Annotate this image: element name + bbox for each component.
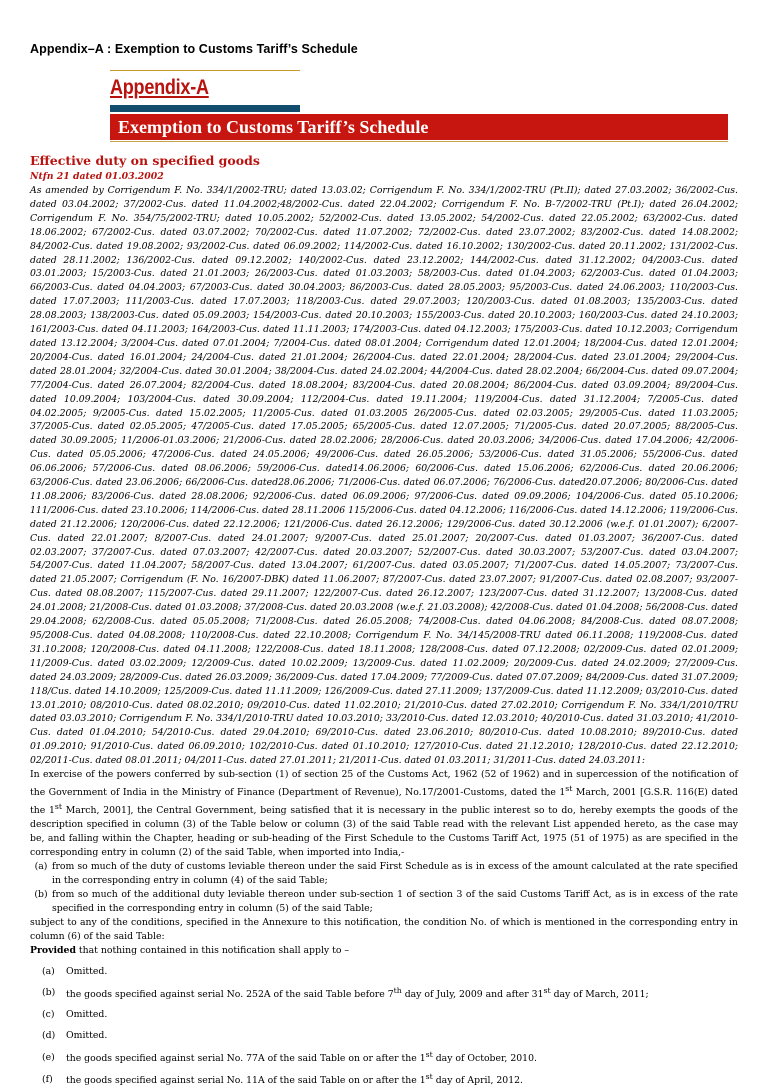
clause-text: from so much of the duty of customs leviable thereon under the said First Schedule as is in excess of the amount calculated at the rate specified in the corresponding entry in column (4) of the said Table;	[52, 861, 738, 887]
proviso-item: (c) Omitted.	[42, 1008, 108, 1020]
proviso-item: (f) the goods specified against serial No. 11A of the said Table on or after the 1st day of April, 2012.	[42, 1071, 523, 1087]
subheading: Effective duty on specified goods	[30, 153, 260, 168]
amendment-list: As amended by Corrigendum F. No. 334/1/2002-TRU; dated 13.03.02; Corrigendum F. No. 334/1/2002-TRU (Pt.II); dated 27.03.2002; 36/2002-Cus. dated 03.04.2002; 37/2002-Cus. dated 11.04.2002;48/2002-Cus. dated 22.04.2002; Corrigendum F. No. B-7/2002-TRU (Pt.I); dated 26.04.2002; Corrigendum F. No. 354/75/2002-TRU; dated 10.05.2002; 52/2002-Cus. dated 13.05.2002; 54/2002-Cus. dated 22.05.2002; 63/2002-Cus. dated 18.06.2002; 67/2002-Cus. dated 03.07.2002; 70/2002-Cus. dated 11.07.2002; 72/2002-Cus. dated 23.07.2002; 83/2002-Cus. dated 14.08.2002; 84/2002-Cus. dated 19.08.2002; 93/2002-Cus. dated 06.09.2002; 114/2002-Cus. dated 16.10.2002; 130/2002-Cus. dated 20.11.2002; 131/2002-Cus. dated 28.11.2002; 136/2002-Cus. dated 09.12.2002; 140/2002-Cus. dated 23.12.2002; 144/2002-Cus. dated 31.12.2002; 04/2003-Cus. dated 03.01.2003; 15/2003-Cus. dated 21.01.2003; 26/2003-Cus. dated 01.03.2003; 58/2003-Cus. dated 01.04.2003; 62/2003-Cus. dated 01.04.2003; 66/2003-Cus. dated 04.04.2003; 67/2003-Cus. dated 30.04.2003; 86/2003-Cus. dated 28.05.2003; 95/2003-Cus. dated 24.06.2003; 110/2003-Cus. dated 17.07.2003; 111/2003-Cus. dated 17.07.2003; 118/2003-Cus. dated 29.07.2003; 120/2003-Cus. dated 01.08.2003; 135/2003-Cus. dated 28.08.2003; 138/2003-Cus. dated 05.09.2003; 154/2003-Cus. dated 20.10.2003; 155/2003-Cus. dated 20.10.2003; 160/2003-Cus. dated 24.10.2003; 161/2003-Cus. dated 04.11.2003; 164/2003-Cus. dated 11.11.2003; 174/2003-Cus. dated 04.12.2003; 175/2003-Cus. dated 10.12.2003; Corrigendum dated 13.12.2004; 3/2004-Cus. dated 07.01.2004; 7/2004-Cus. dated 08.01.2004; Corrigendum dated 12.01.2004; 18/2004-Cus. dated 12.01.2004; 20/2004-Cus. dated 16.01.2004; 24/2004-Cus. dated 21.01.2004; 26/2004-Cus. dated 22.01.2004; 28/2004-Cus. dated 23.01.2004; 29/2004-Cus. dated 28.01.2004; 32/2004-Cus. dated 30.01.2004; 38/2004-Cus. dated 24.02.2004; 44/2004-Cus. dated 28.02.2004; 66/2004-Cus. dated 09.07.2004; 77/2004-Cus. dated 26.07.2004; 82/2004-Cus. dated 18.08.2004; 83/2004-Cus. dated 20.08.2004; 86/2004-Cus. dated 03.09.2004; 89/2004-Cus. dated 10.09.2004; 103/2004-Cus. dated 30.09.2004; 112/2004-Cus. dated 19.11.2004; 119/2004-Cus. dated 31.12.2004; 7/2005-Cus. dated 04.02.2005; 9/2005-Cus. dated 15.02.2005; 11/2005-Cus. dated 01.03.2005 26/2005-Cus. dated 02.03.2005; 29/2005-Cus. dated 11.03.2005; 37/2005-Cus. dated 02.05.2005; 47/2005-Cus. dated 17.05.2005; 65/2005-Cus. dated 12.07.2005; 71/2005-Cus. dated 20.07.2005; 88/2005-Cus. dated 30.09.2005; 11/2006-01.03.2006; 21/2006-Cus. dated 28.02.2006; 28/2006-Cus. dated 20.03.2006; 34/2006-Cus. dated 17.04.2006; 42/2006-Cus. dated 05.05.2006; 47/2006-Cus. dated 24.05.2006; 49/2006-Cus. dated 26.05.2006; 53/2006-Cus. dated 31.05.2006; 55/2006-Cus. dated 06.06.2006; 57/2006-Cus. dated 08.06.2006; 59/2006-Cus. dated14.06.2006; 60/2006-Cus. dated 15.06.2006; 62/2006-Cus. dated 20.06.2006; 63/2006-Cus. dated 23.06.2006; 66/2006-Cus. dated28.06.2006; 71/2006-Cus. dated 06.07.2006; 76/2006-Cus. dated20.07.2006; 80/2006-Cus. dated 11.08.2006; 83/2006-Cus. dated 28.08.2006; 92/2006-Cus. dated 06.09.2006; 97/2006-Cus. dated 09.09.2006; 104/2006-Cus. dated 05.10.2006; 111/2006-Cus. dated 23.10.2006; 114/2006-Cus. dated 28.11.2006 115/2006-Cus. dated 04.12.2006; 116/2006-Cus. dated 14.12.2006; 119/2006-Cus. dated 21.12.2006; 120/2006-Cus. dated 22.12.2006; 121/2006-Cus. dated 26.12.2006; 129/2006-Cus. dated 30.12.2006 (w.e.f. 01.01.2007); 6/2007-Cus. dated 22.01.2007; 8/2007-Cus. dated 24.01.2007; 9/2007-Cus. dated 25.01.2007; 20/2007-Cus. dated 01.03.2007; 36/2007-Cus. dated 02.03.2007; 37/2007-Cus. dated 07.03.2007; 42/2007-Cus. dated 20.03.2007; 52/2007-Cus. dated 30.03.2007; 53/2007-Cus. dated 03.04.2007; 54/2007-Cus. dated 11.04.2007; 58/2007-Cus. dated 13.04.2007; 61/2007-Cus. dated 03.05.2007; 71/2007-Cus. dated 14.05.2007; 73/2007-Cus. dated 21.05.2007; Corrigendum (F. No. 16/2007-DBK) dated 11.06.2007; 87/2007-Cus. dated 23.07.2007; 91/2007-Cus. dated 02.08.2007; 93/2007-Cus. dated 08.08.2007; 115/2007-Cus. dated 29.11.2007; 122/2007-Cus. dated 26.12.2007; 123/2007-Cus. dated 31.12.2007; 13/2008-Cus. dated 24.01.2008; 21/2008-Cus. dated 01.03.2008; 37/2008-Cus. dated 20.03.2008 (w.e.f. 21.03.2008); 42/2008-Cus. dated 01.04.2008; 56/2008-Cus. dated 29.04.2008; 62/2008-Cus. dated 05.05.2008; 71/2008-Cus. dated 26.05.2008; 74/2008-Cus. dated 04.06.2008; 84/2008-Cus. dated 08.07.2008; 95/2008-Cus. dated 04.08.2008; 110/2008-Cus. dated 22.10.2008; Corrigendum F. No. 34/145/2008-TRU dated 06.11.2008; 119/2008-Cus. dated 31.10.2008; 120/2008-Cus. dated 04.11.2008; 122/2008-Cus. dated 18.11.2008; 128/2008-Cus. dated 07.12.2008; 02/2009-Cus. dated 02.01.2009; 11/2009-Cus. dated 03.02.2009; 12/2009-Cus. dated 10.02.2009; 13/2009-Cus. dated 11.02.2009; 20/2009-Cus. dated 24.02.2009; 27/2009-Cus. dated 24.03.2009; 28/2009-Cus. dated 26.03.2009; 36/2009-Cus. dated 17.04.2009; 77/2009-Cus. dated 07.07.2009; 84/2009-Cus. dated 31.07.2009; 118/Cus. dated 14.10.2009; 125/2009-Cus. dated 11.11.2009; 126/2009-Cus. dated 27.11.2009; 137/2009-Cus. dated 11.12.2009; 03/2010-Cus. dated 13.01.2010; 08/2010-Cus. dated 08.02.2010; 09/2010-Cus. dated 11.02.2010; 21/2010-Cus. dated 27.02.2010; Corrigendum F. No. 334/1/2010/TRU dated 03.03.2010; Corrigendum F. No. 334/1/2010-TRU dated 10.03.2010; 33/2010-Cus. dated 12.03.2010; 40/2010-Cus. dated 31.03.2010; 41/2010-Cus. dated 01.04.2010; 54/2010-Cus. dated 29.04.2010; 69/2010-Cus. dated 23.06.2010; 80/2010-Cus. dated 10.08.2010; 89/2010-Cus. dated 01.09.2010; 91/2010-Cus. dated 06.09.2010; 102/2010-Cus. dated 01.10.2010; 127/2010-Cus. dated 21.12.2010; 128/2010-Cus. dated 22.12.2010; 02/2011-Cus. dated 08.01.2011; 04/2011-Cus. dated 27.01.2011; 21/2011-Cus. dated 01.03.2011; 31/2011-Cus. dated 24.03.2011:	[30, 185, 738, 767]
subject-to-paragraph: subject to any of the conditions, specified in the Annexure to this notification, the condition No. of which is mentioned in the corresponding entry in column (6) of the said Table:	[30, 917, 738, 943]
clause-text: from so much of the additional duty leviable thereon under sub-section 1 of section 3 of the said Customs Tariff Act, as is in excess of the rate specified in the corresponding entry in column (5) of the said Table;	[52, 889, 738, 915]
proviso-item: (a) Omitted.	[42, 965, 108, 977]
proviso-item: (d) Omitted.	[42, 1030, 108, 1042]
clause-label: (a)	[34, 861, 48, 873]
notification-ref: Ntfn 21 dated 01.03.2002	[30, 171, 164, 182]
banner-underline	[110, 141, 728, 142]
section-banner: Exemption to Customs Tariff’s Schedule	[110, 114, 728, 140]
title-accent-bar	[110, 105, 300, 112]
proviso-intro: Provided that nothing contained in this notification shall apply to –	[30, 945, 350, 957]
document-body	[30, 152, 738, 1090]
proviso-list	[30, 960, 738, 1090]
clause-label: (b)	[34, 889, 48, 901]
clause-a	[30, 860, 738, 888]
running-header: Appendix–A : Exemption to Customs Tariff’s Schedule	[30, 42, 358, 56]
proviso-item: (b) the goods specified against serial No. 252A of the said Table before 7th day of July, 2009 and after 31st day of March, 2011;	[42, 985, 649, 1000]
appendix-title: Appendix-A	[110, 76, 209, 99]
clause-b	[30, 888, 738, 916]
proviso-item: (e) the goods specified against serial No. 77A of the said Table on or after the 1st day of October, 2010.	[42, 1050, 537, 1065]
title-top-rule	[110, 70, 300, 71]
preamble-paragraph: In exercise of the powers conferred by sub-section (1) of section 25 of the Customs Act, 1962 (52 of 1962) and in supercession of the notification of the Government of India in the Ministry of Finance (Department of Revenue), No.17/2001-Customs, dated the 1st March, 2001 [G.S.R. 116(E) dated the 1st March, 2001], the Central Government, being satisfied that it is necessary in the public interest so to do, hereby exempts the goods of the description specified in column (3) of the Table below or column (3) of the said Table read with the relevant List appended hereto, as the case may be, and falling within the Chapter, heading or sub-heading of the First Schedule to the Customs Tariff Act, 1975 (51 of 1975) as are specified in the corresponding entry in column (2) of the said Table, when imported into India,-	[30, 769, 739, 859]
